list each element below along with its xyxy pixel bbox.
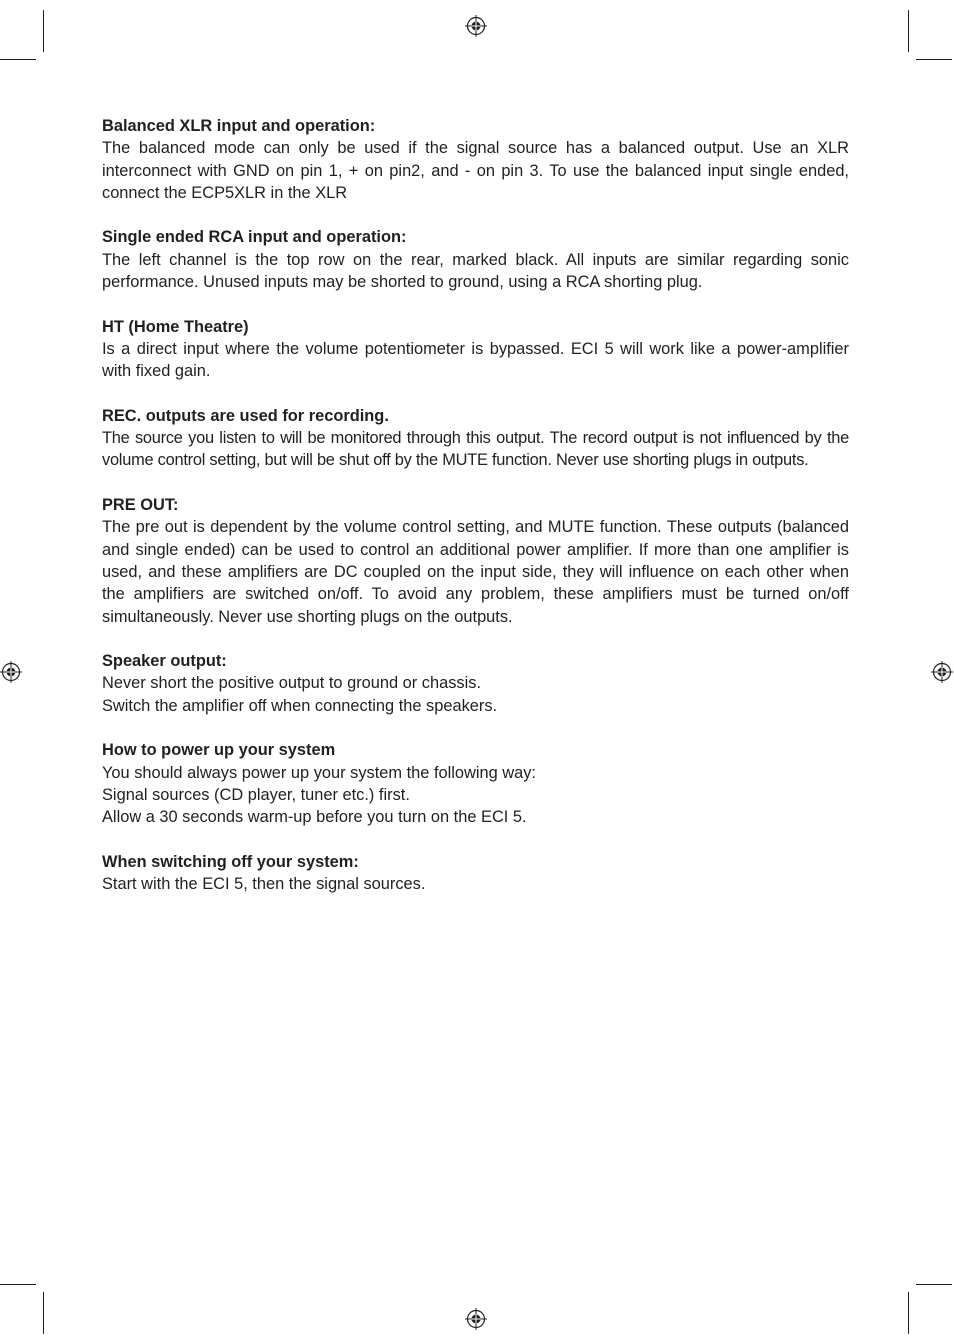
section-switching-off (102, 851, 849, 896)
crop-mark-top-right (908, 10, 909, 52)
section-text: The source you listen to will be monitored through this output. The record output is not influenced by the volume control setting, but will be shut off by the MUTE function. Never use shorting plugs in outputs. (102, 429, 849, 470)
section-text: Is a direct input where the volume potentiometer is bypassed. ECI 5 will work like a power-amplifier with fixed gain. (102, 339, 849, 381)
section-line: You should always power up your system the following way: (102, 763, 536, 782)
section-heading: Speaker output: (102, 652, 227, 671)
document-body (102, 115, 849, 918)
section-speaker-output (102, 650, 849, 717)
section-single-ended-rca (102, 226, 849, 293)
registration-mark-top-icon (465, 15, 487, 37)
section-home-theatre (102, 316, 849, 383)
section-line: Signal sources (CD player, tuner etc.) first. (102, 785, 410, 804)
section-pre-out (102, 494, 849, 628)
crop-mark-top-left (43, 10, 44, 52)
section-heading: PRE OUT: (102, 496, 179, 515)
crop-mark-top-left (0, 59, 36, 60)
crop-mark-bottom-left (43, 1292, 44, 1334)
registration-mark-left-icon (0, 661, 22, 683)
section-heading: How to power up your system (102, 741, 336, 760)
section-line: Switch the amplifier off when connecting the speakers. (102, 696, 498, 715)
crop-mark-top-right (916, 59, 952, 60)
section-power-up (102, 739, 849, 828)
section-text: The pre out is dependent by the volume control setting, and MUTE function. These outputs (balanced and single ended) can be used to control an additional power amplifier. If more than one amplifier is used, and these amplifiers are DC coupled on the input side, they will influence on each other when the amplifiers are switched on/off. To avoid any problem, these amplifiers must be turned on/off simultaneously. Never use shorting plugs on the outputs. (102, 518, 849, 626)
registration-mark-bottom-icon (465, 1308, 487, 1330)
section-heading: REC. outputs are used for recording. (102, 406, 389, 425)
section-heading: HT (Home Theatre) (102, 317, 249, 336)
section-heading: Single ended RCA input and operation: (102, 228, 407, 247)
section-line: Never short the positive output to ground or chassis. (102, 674, 482, 693)
section-line: Start with the ECI 5, then the signal sources. (102, 875, 426, 894)
section-text: The left channel is the top row on the rear, marked black. All inputs are similar regarding sonic performance. Unused inputs may be shorted to ground, using a RCA shorting plug. (102, 250, 849, 292)
section-balanced-xlr (102, 115, 849, 204)
crop-mark-bottom-right (916, 1284, 952, 1285)
section-heading: Balanced XLR input and operation: (102, 117, 376, 135)
section-line: Allow a 30 seconds warm-up before you turn on the ECI 5. (102, 808, 527, 827)
crop-mark-bottom-right (908, 1292, 909, 1334)
registration-mark-right-icon (931, 661, 953, 683)
section-rec-outputs (102, 405, 849, 472)
section-heading: When switching off your system: (102, 852, 359, 871)
section-text: The balanced mode can only be used if the signal source has a balanced output. Use an XLR interconnect with GND on pin 1, + on pin2, and - on pin 3. To use the balanced input single ended, connect the ECP5XLR in the XLR (102, 139, 849, 202)
crop-mark-bottom-left (0, 1284, 36, 1285)
